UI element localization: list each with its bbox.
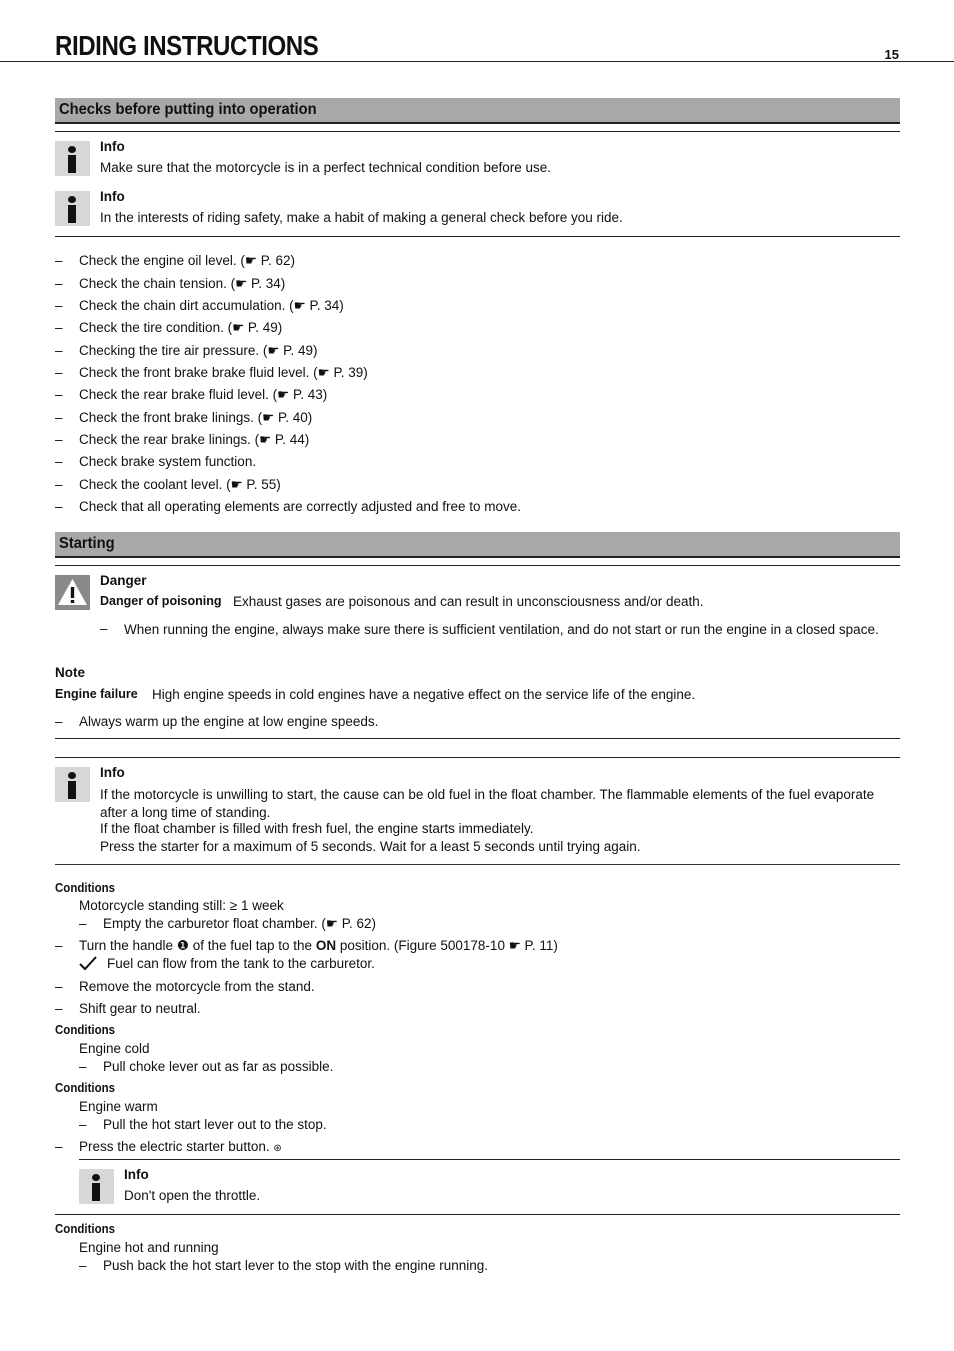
list-item: Check the front brake linings. (☛ P. 40): [79, 410, 313, 425]
warning-icon: [55, 575, 90, 610]
conditions-step: Pull the hot start lever out to the stop.: [103, 1117, 327, 1132]
note-label: Note: [55, 665, 85, 680]
info-icon: [79, 1169, 114, 1204]
info-label: Info: [100, 139, 125, 154]
conditions-label: Conditions: [55, 1222, 116, 1236]
list-bullet: –: [55, 938, 63, 953]
list-bullet: –: [79, 916, 87, 931]
list-bullet: –: [55, 1139, 63, 1154]
fuel-tap-step: Turn the handle ❶ of the fuel tap to the ON position. (Figure 500178-10 ☛ P. 11): [79, 938, 558, 953]
starter-button-icon: ⊛: [273, 1143, 282, 1154]
conditions-label: Conditions: [55, 881, 116, 895]
list-bullet: –: [55, 979, 63, 994]
divider: [79, 1159, 900, 1160]
info-label: Info: [100, 189, 125, 204]
list-bullet: –: [55, 454, 63, 469]
header-rule: [0, 61, 954, 62]
list-bullet: –: [55, 365, 63, 380]
section-header-checks: [55, 98, 900, 124]
list-item: Check the coolant level. (☛ P. 55): [79, 477, 281, 492]
result-text: Fuel can flow from the tank to the carburetor.: [107, 956, 375, 971]
list-item: Check the engine oil level. (☛ P. 62): [79, 253, 295, 268]
list-bullet: –: [55, 714, 63, 729]
list-item: Remove the motorcycle from the stand.: [79, 979, 315, 994]
list-item: Check the tire condition. (☛ P. 49): [79, 320, 283, 335]
info-text: Press the starter for a maximum of 5 seconds. Wait for a least 5 seconds until trying again.: [100, 839, 641, 854]
section-header-starting: [55, 532, 900, 558]
list-bullet: –: [55, 276, 63, 291]
list-item: Check the rear brake fluid level. (☛ P. 43): [79, 387, 328, 402]
danger-sublabel: Danger of poisoning: [100, 594, 222, 608]
page-title: RIDING INSTRUCTIONS: [55, 30, 319, 61]
list-item: Check that all operating elements are correctly adjusted and free to move.: [79, 499, 521, 514]
list-bullet: –: [79, 1059, 87, 1074]
conditions-text: Motorcycle standing still: ≥ 1 week: [79, 898, 284, 913]
section-title: Checks before putting into operation: [59, 101, 317, 118]
list-item: Check the chain dirt accumulation. (☛ P. 34): [79, 298, 344, 313]
divider: [55, 738, 900, 739]
list-bullet: –: [55, 320, 63, 335]
divider: [55, 236, 900, 237]
note-sublabel: Engine failure: [55, 687, 138, 701]
page-number: 15: [884, 47, 899, 62]
conditions-step: Push back the hot start lever to the stop with the engine running.: [103, 1258, 488, 1273]
conditions-step: Empty the carburetor float chamber. (☛ P. 62): [103, 916, 376, 931]
conditions-step: Pull choke lever out as far as possible.: [103, 1059, 334, 1074]
divider: [55, 864, 900, 865]
list-item: Check the chain tension. (☛ P. 34): [79, 276, 286, 291]
list-bullet: –: [55, 343, 63, 358]
callout-number: ❶: [176, 938, 189, 953]
info-text: Don't open the throttle.: [124, 1188, 261, 1203]
section-title: Starting: [59, 535, 115, 552]
conditions-text: Engine cold: [79, 1041, 150, 1056]
conditions-text: Engine warm: [79, 1099, 158, 1114]
list-bullet: –: [55, 432, 63, 447]
list-bullet: –: [100, 621, 108, 636]
info-icon: [55, 191, 90, 226]
info-icon: [55, 767, 90, 802]
list-item: Check the front brake brake fluid level. (☛ P. 39): [79, 365, 368, 380]
list-item: Checking the tire air pressure. (☛ P. 49): [79, 343, 318, 358]
info-text: If the motorcycle is unwilling to start, the cause can be old fuel in the float chamber. The flammable elements of the fuel evaporate after a long time of standing.: [100, 787, 875, 820]
note-text: High engine speeds in cold engines have a negative effect on the service life of the engine.: [152, 687, 696, 702]
checkmark-icon: [79, 955, 97, 974]
list-bullet: –: [79, 1117, 87, 1132]
list-bullet: –: [55, 477, 63, 492]
list-bullet: –: [55, 499, 63, 514]
danger-step: When running the engine, always make sure there is sufficient ventilation, and do not start or run the engine in a closed space.: [124, 622, 879, 637]
list-item: Shift gear to neutral.: [79, 1001, 201, 1016]
danger-label: Danger: [100, 573, 147, 588]
list-item: Check the rear brake linings. (☛ P. 44): [79, 432, 310, 447]
conditions-label: Conditions: [55, 1023, 116, 1037]
on-position: ON: [315, 938, 337, 953]
divider: [55, 757, 900, 758]
list-bullet: –: [55, 298, 63, 313]
list-item: Press the electric starter button. ⊛: [79, 1139, 282, 1154]
divider: [55, 565, 900, 566]
danger-text: Exhaust gases are poisonous and can result in unconsciousness and/or death.: [233, 594, 704, 609]
list-item: Check brake system function.: [79, 454, 257, 469]
list-bullet: –: [79, 1258, 87, 1273]
info-text: In the interests of riding safety, make a habit of making a general check before you ride.: [100, 210, 623, 225]
conditions-label: Conditions: [55, 1081, 116, 1095]
divider: [55, 1214, 900, 1215]
info-text: Make sure that the motorcycle is in a perfect technical condition before use.: [100, 160, 551, 175]
conditions-text: Engine hot and running: [79, 1240, 219, 1255]
list-bullet: –: [55, 253, 63, 268]
list-bullet: –: [55, 410, 63, 425]
info-label: Info: [100, 765, 125, 780]
divider: [55, 131, 900, 132]
list-bullet: –: [55, 387, 63, 402]
info-text: If the float chamber is filled with fresh fuel, the engine starts immediately.: [100, 821, 534, 836]
list-bullet: –: [55, 1001, 63, 1016]
info-label: Info: [124, 1167, 149, 1182]
info-icon: [55, 141, 90, 176]
note-step: Always warm up the engine at low engine speeds.: [79, 714, 379, 729]
